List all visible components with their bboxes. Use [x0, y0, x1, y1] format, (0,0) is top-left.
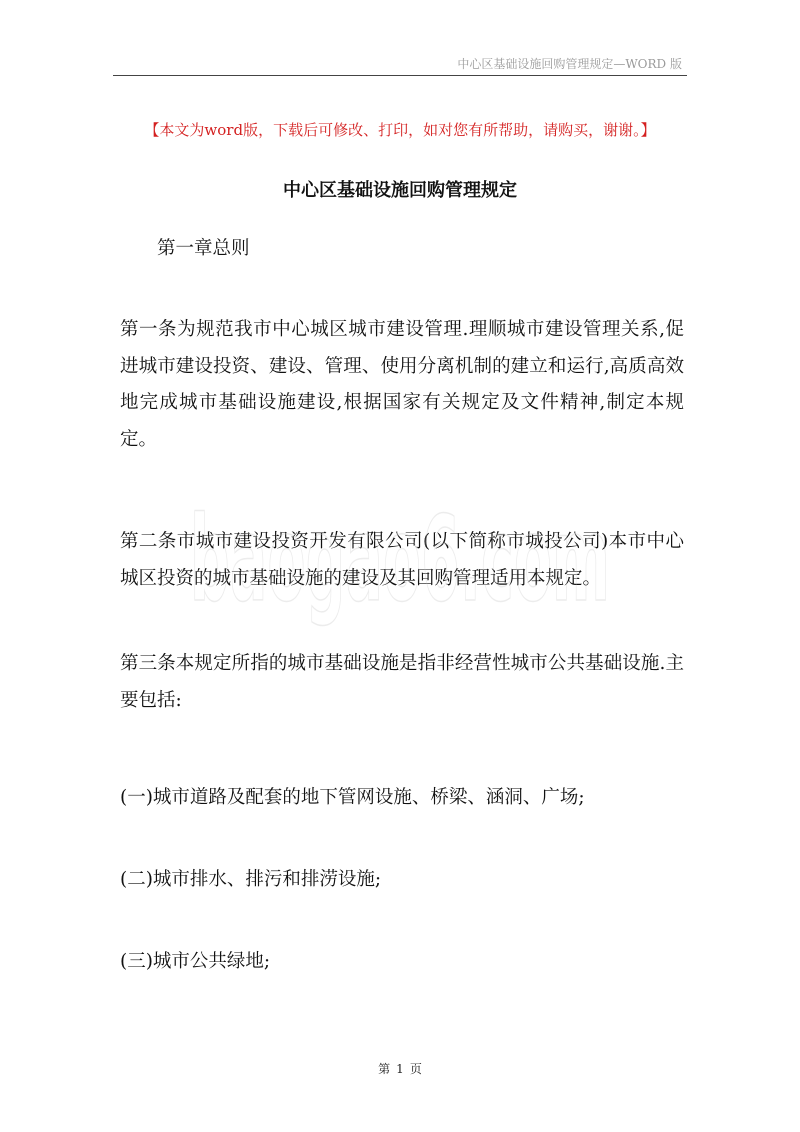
list-item-1: (一)城市道路及配套的地下管网设施、桥梁、涵洞、广场; [120, 787, 585, 808]
article-1: 第一条为规范我市中心城区城市建设管理.理顺城市建设管理关系,促进城市建设投资、建设、管理、使用分离机制的建立和运行,高质高效地完成城市基础设施建设,根据国家有关规定及文件精神,制定本规定。 [120, 319, 684, 450]
list-item-3: (三)城市公共绿地; [120, 951, 271, 972]
list-item-2: (二)城市排水、排污和排涝设施; [120, 869, 382, 890]
running-header: 中心区基础设施回购管理规定—WORD 版 [457, 57, 682, 71]
document-title: 中心区基础设施回购管理规定 [283, 180, 517, 201]
page-number: 1 [396, 1062, 404, 1076]
page-footer [0, 1060, 800, 1077]
purchase-notice: 【本文为word版，下载后可修改、打印，如对您有所帮助，请购买，谢谢。】 [144, 121, 656, 139]
header-rule [113, 75, 687, 76]
chapter-heading: 第一章总则 [157, 238, 250, 259]
footer-suffix: 页 [409, 1062, 422, 1076]
article-2: 第二条市城市建设投资开发有限公司(以下简称市城投公司)本市中心城区投资的城市基础设施的建设及其回购管理适用本规定。 [120, 531, 684, 589]
article-3: 第三条本规定所指的城市基础设施是指非经营性城市公共基础设施.主要包括: [120, 653, 684, 711]
watermark-text: baogao6.com [190, 500, 610, 628]
footer-prefix: 第 [378, 1062, 391, 1076]
